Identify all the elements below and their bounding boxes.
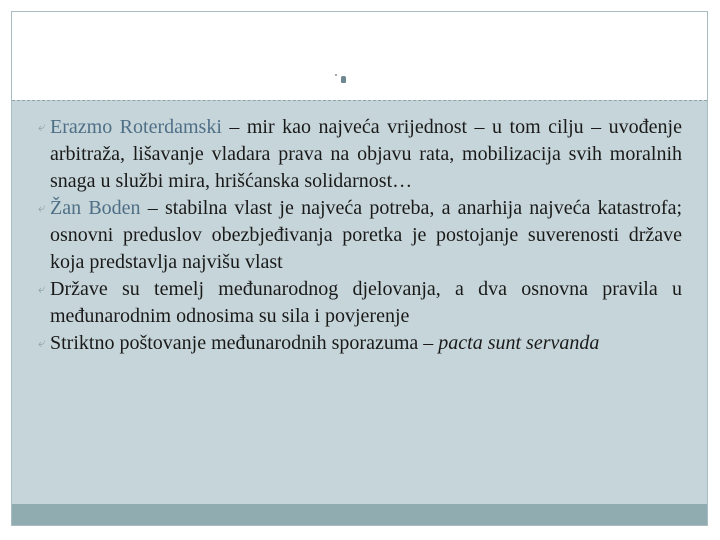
list-item xyxy=(28,114,682,195)
item-text: Striktno poštovanje međunarodnih sporazuma – xyxy=(50,332,439,354)
list-item xyxy=(28,330,682,357)
item-highlight-name: Žan Boden xyxy=(50,197,141,219)
curved-arrow-bullet-icon: ⤶ xyxy=(38,282,46,297)
item-highlight-name: Erazmo Roterdamski xyxy=(50,116,222,138)
title-area xyxy=(12,12,707,100)
list-item xyxy=(28,276,682,330)
title-divider xyxy=(12,100,707,101)
title-placeholder-mark xyxy=(341,76,346,83)
item-italic-phrase: pacta sunt servanda xyxy=(438,332,600,354)
item-text: – stabilna vlast je najveća potreba, a anarhija najveća katastrofa; osnovni preduslov obezbjeđivanja poretka je postojanje suverenosti države koja predstavlja najvišu vlast xyxy=(50,197,683,273)
curved-arrow-bullet-icon: ⤶ xyxy=(38,336,46,351)
item-text: – mir kao najveća vrijednost – u tom cilju – uvođenje arbitraža, lišavanje vladara prava na objavu rata, mobilizacija svih moralnih snaga u službi mira, hrišćanska solidarnost… xyxy=(50,116,682,192)
item-text: Države su temelj međunarodnog djelovanja, a dva osnovna pravila u međunarodnim odnosima su sila i povjerenje xyxy=(50,278,682,327)
curved-arrow-bullet-icon: ⤶ xyxy=(38,120,46,135)
curved-arrow-bullet-icon: ⤶ xyxy=(38,201,46,216)
title-dot-mark xyxy=(335,74,337,76)
footer-bar xyxy=(12,504,707,525)
list-item xyxy=(28,195,682,276)
bullet-list xyxy=(28,114,682,357)
